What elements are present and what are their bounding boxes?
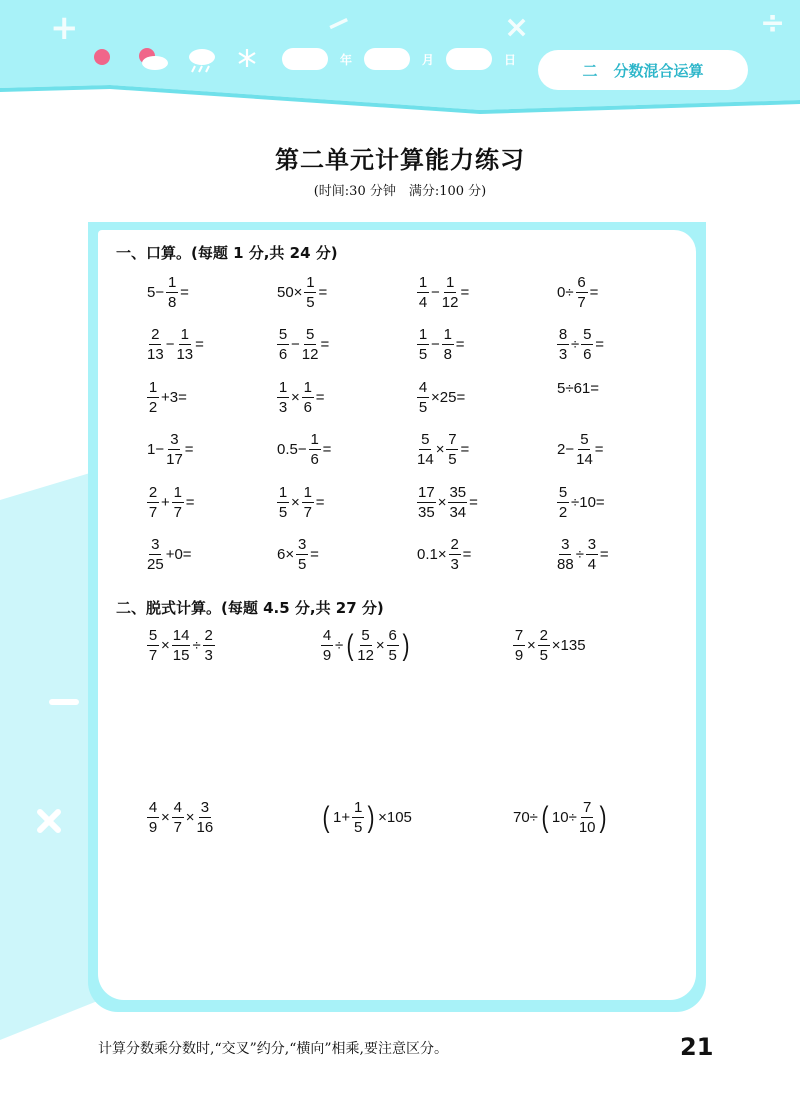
fraction (321, 628, 333, 663)
numerator: 1 (278, 379, 288, 396)
numerator: 2 (204, 627, 213, 644)
math-problem (556, 485, 606, 520)
operator-text: = (315, 389, 325, 406)
year-label: 年 (340, 52, 353, 67)
fraction (448, 485, 467, 520)
numerator: 14 (172, 627, 190, 644)
operator-text: + (161, 494, 170, 511)
fraction (147, 327, 164, 362)
operator-text: 1+ (333, 809, 351, 826)
fraction (147, 628, 159, 663)
fraction (172, 800, 184, 835)
fraction (147, 485, 159, 520)
numerator: 2 (539, 627, 548, 644)
numerator: 1 (303, 484, 312, 501)
numerator: 5 (580, 431, 589, 448)
fraction (203, 628, 215, 663)
fraction (417, 485, 436, 520)
denominator: 8 (167, 294, 177, 311)
fraction (309, 432, 321, 467)
operator-text: 6× (277, 546, 295, 563)
operator-text: = (455, 336, 465, 353)
divide-deco-icon: ÷ (760, 6, 786, 41)
operator-text: − (291, 336, 300, 353)
fraction (296, 537, 308, 572)
operator-text: = (185, 494, 195, 511)
fraction (538, 628, 550, 663)
denominator: 5 (306, 294, 315, 311)
denominator: 3 (558, 346, 568, 363)
math-problem (556, 327, 605, 362)
denominator: 5 (278, 504, 288, 521)
fraction (442, 275, 459, 310)
denominator: 34 (449, 504, 467, 521)
operator-text: ×135 (551, 637, 586, 654)
fraction (357, 628, 374, 663)
operator-text: × (161, 809, 170, 826)
fraction (576, 275, 588, 310)
operator-text: − (165, 336, 175, 353)
operator-text: = (599, 546, 609, 563)
numerator: 3 (170, 431, 179, 448)
numerator: 5 (148, 627, 158, 644)
numerator: 3 (297, 536, 307, 553)
numerator: 1 (418, 274, 428, 291)
denominator: 5 (418, 399, 428, 416)
operator-text: = (595, 336, 604, 353)
unit-title: 分数混合运算 (613, 61, 704, 80)
denominator: 6 (303, 399, 312, 416)
math-problem (556, 380, 600, 397)
numerator: 2 (450, 536, 459, 553)
denominator: 2 (558, 504, 568, 521)
unit-badge (538, 50, 748, 90)
numerator: 6 (577, 274, 586, 291)
fraction (197, 800, 214, 835)
month-label: 月 (422, 52, 435, 67)
denominator: 6 (310, 451, 319, 468)
fraction (172, 485, 184, 520)
parenthesis: ) (367, 800, 375, 834)
denominator: 16 (196, 819, 214, 836)
denominator: 6 (583, 346, 592, 363)
numerator: 4 (322, 627, 332, 644)
math-problem (276, 485, 326, 520)
operator-text: 70÷ (513, 809, 538, 826)
parenthesis: ) (402, 628, 410, 662)
fraction (513, 628, 525, 663)
numerator: 5 (361, 627, 370, 644)
numerator: 1 (443, 326, 452, 343)
operator-text: × (291, 494, 300, 511)
operator-text: − (431, 284, 440, 301)
operator-text: 1− (147, 441, 165, 458)
fraction (176, 327, 193, 362)
numerator: 2 (151, 326, 160, 343)
day-input[interactable] (446, 48, 492, 70)
math-problem (146, 275, 190, 310)
fraction (302, 485, 314, 520)
operator-text: = (184, 441, 194, 458)
operator-text: ×105 (378, 809, 412, 826)
math-problem (320, 628, 412, 663)
day-label: 日 (504, 52, 517, 67)
numerator: 3 (151, 536, 160, 553)
numerator: 3 (587, 536, 597, 553)
operator-text: = (460, 441, 470, 458)
numerator: 1 (278, 484, 288, 501)
page-title: 第二单元计算能力练习 (275, 145, 525, 174)
numerator: 4 (173, 799, 182, 816)
parenthesis: ( (541, 800, 549, 834)
fraction (557, 327, 569, 362)
fraction (586, 537, 598, 572)
fraction (172, 628, 191, 663)
math-problem (146, 327, 205, 362)
denominator: 4 (418, 294, 428, 311)
denominator: 7 (148, 504, 158, 521)
denominator: 5 (539, 647, 548, 664)
operator-text: = (589, 284, 599, 301)
numerator: 7 (448, 431, 457, 448)
operator-text: 0÷ (557, 284, 574, 301)
math-problem (416, 485, 479, 520)
denominator: 14 (576, 451, 593, 468)
fraction (277, 485, 289, 520)
operator-text: × (435, 441, 445, 458)
times-deco-icon: × (504, 10, 530, 45)
denominator: 13 (176, 346, 194, 363)
operator-text: 0.1× (417, 546, 447, 563)
operator-text: = (460, 284, 470, 301)
year-input[interactable] (282, 48, 328, 70)
fraction (417, 432, 434, 467)
page-number: 21 (680, 1033, 714, 1061)
math-problem (416, 432, 470, 467)
fraction (449, 537, 461, 572)
math-problem (146, 485, 196, 520)
operator-text: 5− (147, 284, 165, 301)
denominator: 4 (587, 556, 597, 573)
rain-icon[interactable] (186, 46, 218, 74)
math-problem (146, 432, 195, 467)
fraction (446, 432, 458, 467)
numerator: 1 (303, 379, 312, 396)
fraction (302, 327, 319, 362)
denominator: 12 (441, 294, 459, 311)
denominator: 7 (303, 504, 312, 521)
operator-text: +3= (161, 389, 187, 406)
fraction (302, 380, 314, 415)
unit-number: 二 (582, 61, 598, 80)
numerator: 3 (200, 799, 210, 816)
operator-text: = (462, 546, 472, 563)
operator-text: ÷ (335, 637, 344, 654)
denominator: 8 (443, 346, 452, 363)
operator-text: = (195, 336, 204, 353)
denominator: 7 (173, 504, 182, 521)
math-problem (276, 327, 330, 362)
math-problem (276, 432, 332, 467)
math-problem (512, 800, 609, 835)
numerator: 1 (353, 799, 363, 816)
fraction (147, 537, 164, 572)
denominator: 10 (578, 819, 596, 836)
numerator: 1 (180, 326, 189, 343)
numerator: 1 (167, 274, 177, 291)
date-fields (282, 48, 528, 70)
denominator: 5 (418, 346, 428, 363)
denominator: 88 (557, 556, 574, 573)
denominator: 6 (278, 346, 288, 363)
numerator: 6 (388, 627, 397, 644)
denominator: 12 (357, 647, 374, 664)
operator-text: ÷10= (571, 494, 605, 511)
fraction (417, 275, 429, 310)
footer-tip: 计算分数乘分数时,“交叉”约分,“横向”相乘,要注意区分。 (98, 1041, 448, 1057)
math-problem (416, 275, 470, 310)
numerator: 1 (418, 326, 428, 343)
math-problem (146, 628, 216, 663)
denominator: 7 (577, 294, 586, 311)
operator-text: = (469, 494, 478, 511)
numerator: 35 (449, 484, 467, 501)
numerator: 3 (561, 536, 570, 553)
denominator: 35 (418, 504, 435, 521)
parenthesis: ( (346, 628, 354, 662)
denominator: 2 (148, 399, 158, 416)
numerator: 1 (445, 274, 455, 291)
denominator: 13 (147, 346, 164, 363)
math-problem (416, 380, 466, 415)
math-problem (556, 275, 599, 310)
math-problem (146, 800, 214, 835)
operator-text: = (322, 441, 332, 458)
denominator: 9 (148, 819, 158, 836)
denominator: 3 (204, 647, 213, 664)
operator-text: +0= (165, 546, 192, 563)
numerator: 8 (558, 326, 568, 343)
fraction (417, 327, 429, 362)
numerator: 5 (278, 326, 288, 343)
numerator: 7 (514, 627, 524, 644)
fraction (579, 800, 596, 835)
operator-text: = (594, 441, 604, 458)
numerator: 4 (148, 799, 158, 816)
operator-text: = (320, 336, 330, 353)
numerator: 1 (310, 431, 319, 448)
denominator: 7 (148, 647, 158, 664)
operator-text: × (527, 637, 536, 654)
operator-text: = (315, 494, 325, 511)
denominator: 7 (173, 819, 182, 836)
math-problem (556, 432, 605, 467)
denominator: 9 (514, 647, 524, 664)
math-problem (416, 537, 472, 572)
parenthesis: ( (322, 800, 330, 834)
math-problem (512, 628, 587, 663)
denominator: 5 (297, 556, 307, 573)
math-problem (276, 275, 328, 310)
math-problem (416, 327, 466, 362)
numerator: 5 (305, 326, 315, 343)
plus-deco-icon: + (50, 8, 79, 48)
denominator: 5 (448, 451, 457, 468)
operator-text: × (375, 637, 385, 654)
operator-text: × (437, 494, 447, 511)
numerator: 1 (306, 274, 315, 291)
operator-text: ÷ (575, 546, 584, 563)
fraction (304, 275, 316, 310)
operator-text: 5÷61= (557, 380, 600, 397)
page-subtitle: (时间:30 分钟 满分:100 分) (313, 184, 487, 199)
denominator: 17 (166, 451, 183, 468)
math-problem (320, 800, 413, 835)
section-2-title: 二、脱式计算。(每题 4.5 分,共 27 分) (116, 599, 384, 617)
numerator: 2 (148, 484, 158, 501)
denominator: 5 (388, 647, 397, 664)
fraction (442, 327, 454, 362)
fraction (417, 380, 429, 415)
numerator: 7 (583, 799, 592, 816)
operator-text: × (161, 637, 170, 654)
fraction (147, 800, 159, 835)
numerator: 17 (418, 484, 435, 501)
operator-text: 2− (557, 441, 575, 458)
fraction (581, 327, 593, 362)
denominator: 25 (147, 556, 164, 573)
operator-text: ÷ (571, 336, 580, 353)
numerator: 5 (583, 326, 592, 343)
parenthesis: ) (599, 800, 607, 834)
operator-text: 50× (277, 284, 303, 301)
math-problem (146, 380, 188, 415)
math-problem (146, 537, 193, 572)
operator-text: 0.5− (277, 441, 307, 458)
fraction (387, 628, 399, 663)
denominator: 14 (417, 451, 434, 468)
denominator: 15 (172, 647, 190, 664)
fraction (277, 327, 289, 362)
fraction (557, 537, 574, 572)
section-1-title: 一、口算。(每题 1 分,共 24 分) (116, 244, 338, 262)
fraction (147, 380, 159, 415)
operator-text: = (180, 284, 189, 301)
denominator: 3 (278, 399, 288, 416)
operator-text: − (431, 336, 440, 353)
denominator: 3 (450, 556, 459, 573)
operator-text: × (185, 809, 195, 826)
fraction (277, 380, 289, 415)
operator-text: = (310, 546, 319, 563)
denominator: 5 (353, 819, 363, 836)
fraction (576, 432, 593, 467)
month-input[interactable] (364, 48, 410, 70)
numerator: 5 (558, 484, 568, 501)
numerator: 1 (173, 484, 182, 501)
math-problem (556, 537, 610, 572)
snow-icon[interactable] (236, 47, 258, 69)
denominator: 9 (322, 647, 332, 664)
numerator: 5 (421, 431, 430, 448)
math-problem (276, 537, 320, 572)
operator-text: ×25= (431, 389, 466, 406)
operator-text: ÷ (192, 637, 201, 654)
cloudy-icon[interactable] (135, 44, 169, 72)
fraction (557, 485, 569, 520)
fraction (166, 432, 183, 467)
numerator: 4 (418, 379, 428, 396)
math-problem (276, 380, 326, 415)
denominator: 12 (301, 346, 319, 363)
fraction (352, 800, 364, 835)
operator-text: 10÷ (551, 809, 577, 826)
operator-text: × (291, 389, 300, 406)
fraction (166, 275, 178, 310)
operator-text: = (318, 284, 328, 301)
numerator: 1 (148, 379, 158, 396)
minus-deco-icon: − (319, 2, 358, 45)
